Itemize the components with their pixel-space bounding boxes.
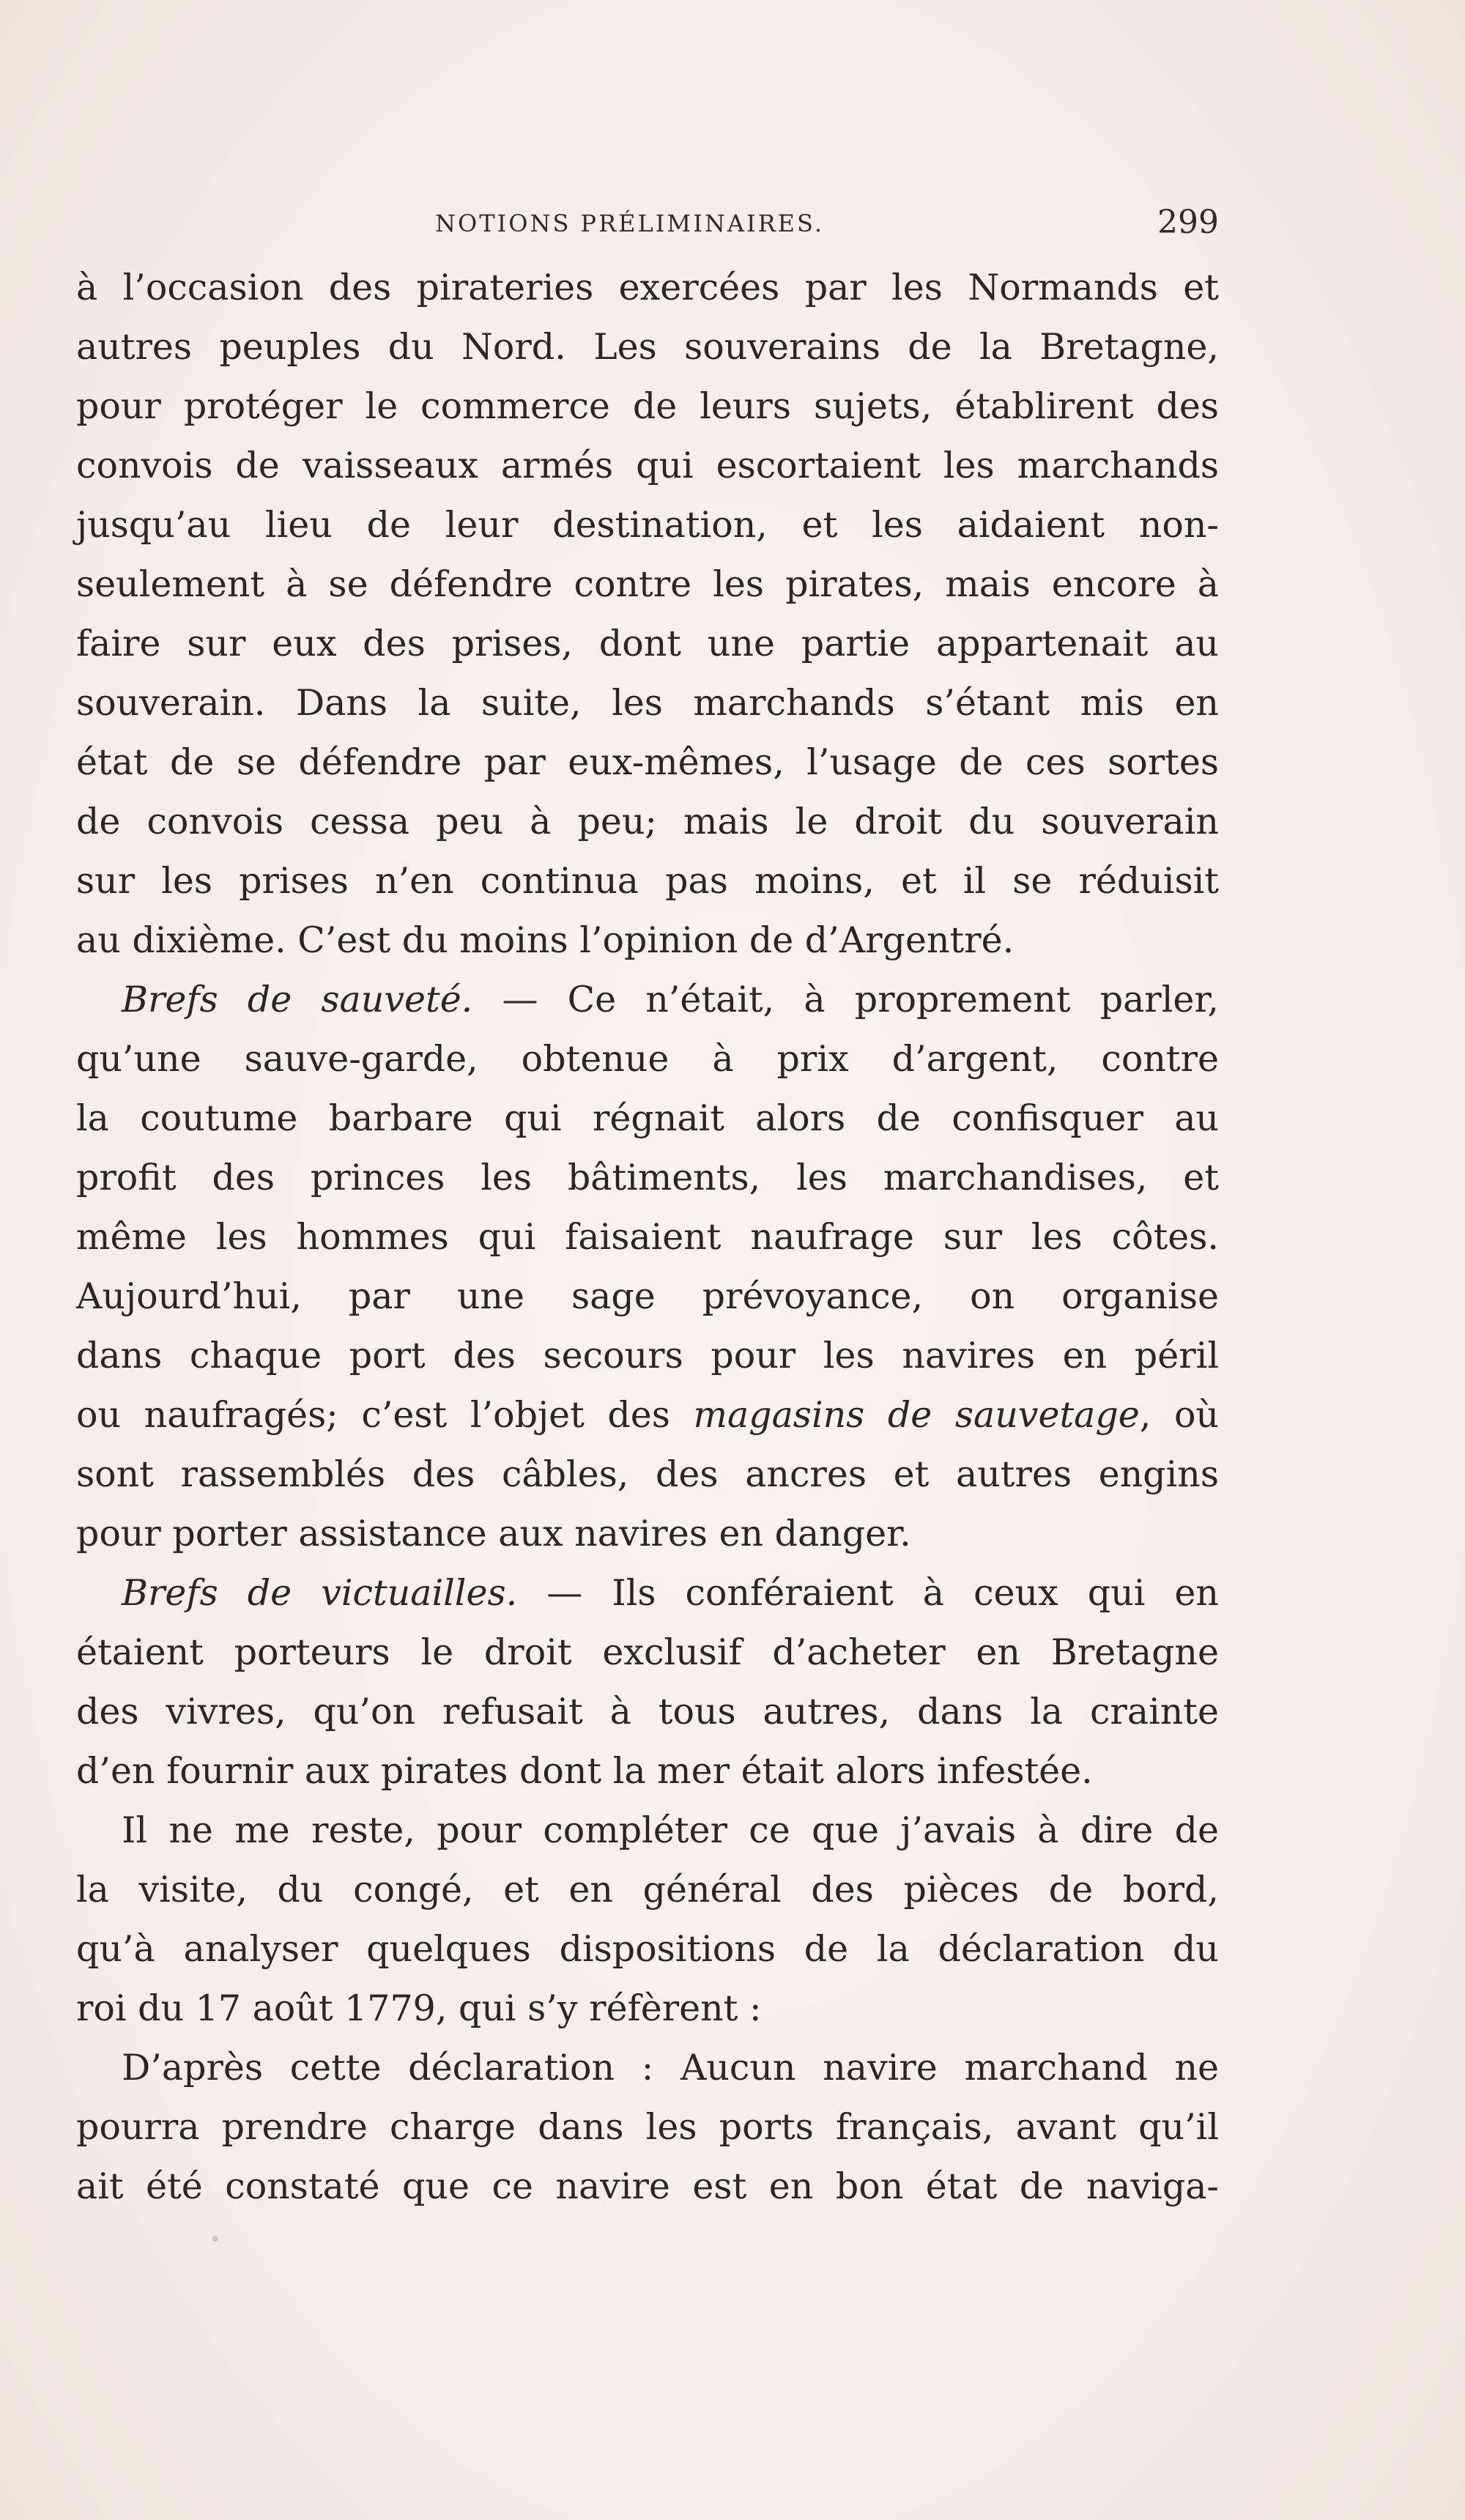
text-line: profit des princes les bâtiments, les marchandises, et: [76, 1157, 1219, 1198]
text-line-brefs-victuailles: [76, 1563, 1219, 1623]
text-line: état de se défendre par eux-mêmes, l’usage de ces sortes: [76, 741, 1219, 783]
text-line: faire sur eux des prises, dont une partie appartenait au: [76, 623, 1219, 664]
text-line: D’après cette déclaration : Aucun navire marchand ne: [122, 2047, 1219, 2089]
running-title: NOTIONS PRÉLIMINAIRES.: [435, 210, 824, 237]
text-line: roi du 17 août 1779, qui s’y réfèrent :: [76, 1987, 762, 2029]
text-line: pour protéger le commerce de leurs sujets, établirent des: [76, 385, 1219, 427]
text-line: qu’à analyser quelques dispositions de la déclaration du: [76, 1928, 1219, 1970]
text-line-brefs-sauvete: [76, 970, 1219, 1029]
italic-heading: Brefs de victuailles.: [122, 1572, 518, 1614]
text-line: à l’occasion des pirateries exercées par les Normands et: [76, 267, 1219, 308]
text-line: convois de vaisseaux armés qui escortaient les marchands: [76, 445, 1219, 486]
text-line: Il ne me reste, pour compléter ce que j’avais à dire de: [122, 1809, 1219, 1851]
text-line: souverain. Dans la suite, les marchands s’étant mis en: [76, 682, 1219, 724]
body-text: [76, 258, 1219, 2216]
text-line: de convois cessa peu à peu; mais le droit du souverain: [76, 801, 1219, 842]
text-line: autres peuples du Nord. Les souverains de la Bretagne,: [76, 326, 1219, 368]
text-line-magasins: [76, 1385, 1219, 1445]
italic-term: magasins de sauvetage: [693, 1394, 1140, 1436]
text-segment: — Ce n’était, à proprement parler,: [502, 979, 1220, 1020]
text-line: Aujourd’hui, par une sage prévoyance, on organise: [76, 1275, 1219, 1317]
text-line: jusqu’au lieu de leur destination, et les aidaient non-: [76, 504, 1219, 546]
italic-heading: Brefs de sauveté.: [122, 979, 473, 1020]
text-line: au dixième. C’est du moins l’opinion de d’Argentré.: [76, 919, 1015, 961]
text-line: dans chaque port des secours pour les navires en péril: [76, 1335, 1219, 1376]
text-line: qu’une sauve-garde, obtenue à prix d’argent, contre: [76, 1038, 1219, 1080]
text-line: la coutume barbare qui régnait alors de confisquer au: [76, 1097, 1219, 1139]
text-segment: — Ils conféraient à ceux qui en: [546, 1572, 1219, 1614]
text-segment: ou naufragés; c’est l’objet des: [76, 1394, 670, 1436]
text-line: ait été constaté que ce navire est en bon état de naviga-: [76, 2165, 1219, 2207]
running-header: [76, 204, 1219, 242]
text-line: étaient porteurs le droit exclusif d’acheter en Bretagne: [76, 1631, 1219, 1673]
paper-speck: [212, 2236, 218, 2242]
text-line: pourra prendre charge dans les ports français, avant qu’il: [76, 2106, 1219, 2148]
text-line: sont rassemblés des câbles, des ancres et autres engins: [76, 1453, 1219, 1495]
text-segment: , où: [1139, 1394, 1219, 1436]
text-line: la visite, du congé, et en général des pièces de bord,: [76, 1869, 1219, 1911]
text-line: même les hommes qui faisaient naufrage sur les côtes.: [76, 1216, 1219, 1258]
page-number: 299: [1157, 204, 1219, 241]
text-line: des vivres, qu’on refusait à tous autres, dans la crainte: [76, 1691, 1219, 1732]
text-line: seulement à se défendre contre les pirates, mais encore à: [76, 563, 1219, 605]
text-line: d’en fournir aux pirates dont la mer était alors infestée.: [76, 1750, 1093, 1792]
text-line: pour porter assistance aux navires en danger.: [76, 1513, 911, 1554]
text-line: sur les prises n’en continua pas moins, et il se réduisit: [76, 860, 1219, 902]
